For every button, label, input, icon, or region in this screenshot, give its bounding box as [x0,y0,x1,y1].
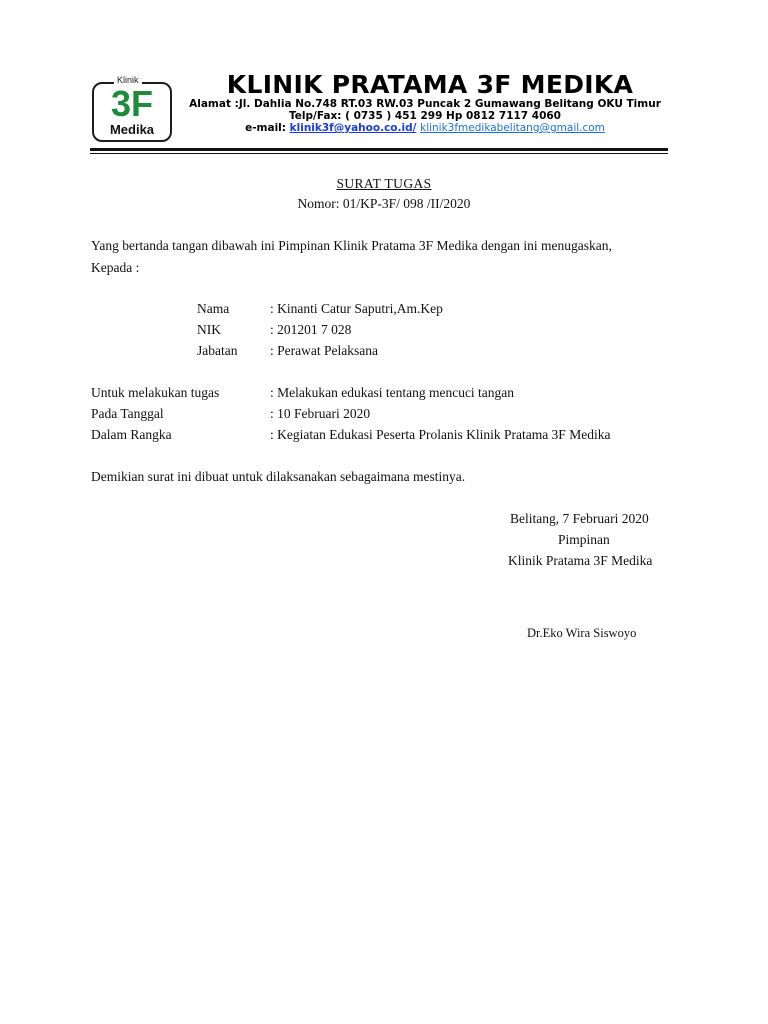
position-value: : Perawat Pelaksana [270,343,378,358]
signature-name: Dr.Eko Wira Siswoyo [527,626,637,640]
intro-paragraph: Yang bertanda tangan dibawah ini Pimpinan Klinik Pratama 3F Medika dengan ini menugaskan, [91,238,612,253]
closing-paragraph: Demikian surat ini dibuat untuk dilaksanakan sebagaimana mestinya. [91,469,466,484]
document-title: SURAT TUGAS [336,176,432,191]
task-value: : Melakukan edukasi tentang mencuci tangan [270,385,515,400]
purpose-label: Dalam Rangka [91,427,172,442]
letterhead-divider-thin [90,153,668,154]
logo-small-text: Klinik [114,75,142,85]
logo-3f-text: 3F [110,83,153,124]
position-label: Jabatan [197,343,238,358]
name-value: : Kinanti Catur Saputri,Am.Kep [270,301,443,316]
nik-value: : 201201 7 028 [270,322,352,337]
task-label: Untuk melakukan tugas [91,385,220,400]
clinic-name: KLINIK PRATAMA 3F MEDIKA [226,70,634,99]
nik-label: NIK [197,322,221,337]
clinic-address: Alamat :Jl. Dahlia No.748 RT.03 RW.03 Puncak 2 Gumawang Belitang OKU Timur [189,98,661,110]
name-label: Nama [197,301,230,316]
letterhead-divider-thick [90,148,668,151]
date-value: : 10 Februari 2020 [270,406,371,421]
clinic-email-line [180,122,670,134]
email-label: e-mail: [245,122,286,134]
date-label: Pada Tanggal [91,406,164,421]
logo-medika-text: Medika [109,122,155,137]
clinic-logo [92,75,172,142]
purpose-value: : Kegiatan Edukasi Peserta Prolanis Klinik Pratama 3F Medika [270,427,611,442]
signature-place-date: Belitang, 7 Februari 2020 [510,511,649,526]
clinic-phone: Telp/Fax: ( 0735 ) 451 299 Hp 0812 7117 4060 [289,110,561,122]
recipient-label: Kepada : [91,260,140,275]
email-link-gmail[interactable]: klinik3fmedikabelitang@gmail.com [420,122,605,134]
document-number: Nomor: 01/KP-3F/ 098 /II/2020 [297,196,471,211]
signature-role: Pimpinan [558,532,610,547]
email-link-yahoo[interactable]: klinik3f@yahoo.co.id/ [289,122,417,134]
signature-organization: Klinik Pratama 3F Medika [508,553,653,568]
